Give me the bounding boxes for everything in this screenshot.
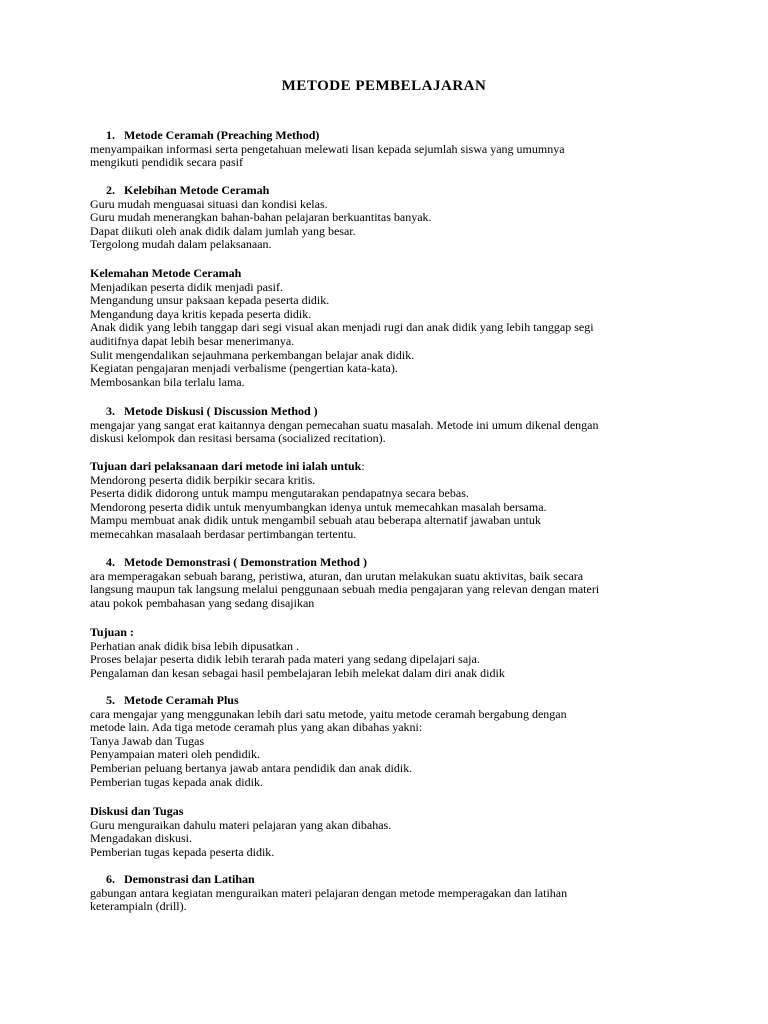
- section-number: 6.: [106, 872, 115, 886]
- section-tujuan-diskusi: [90, 460, 690, 542]
- body-line: menyampaikan informasi serta pengetahuan melewati lisan kepada sejumlah siswa yang umumnya: [90, 141, 565, 156]
- body-line: Kegiatan pengajaran menjadi verbalisme (pengertian kata-kata).: [90, 361, 398, 376]
- section-demonstrasi-dan-latihan: [90, 873, 690, 914]
- section-heading: [89, 184, 690, 198]
- section-kelebihan: [90, 184, 690, 252]
- section-number: 1.: [106, 128, 115, 142]
- body-line: Mengandung unsur paksaan kepada peserta didik.: [90, 293, 330, 308]
- section-heading-text: Metode Ceramah Plus: [124, 693, 239, 707]
- body-line: Menjadikan peserta didik menjadi pasif.: [90, 279, 283, 294]
- body-line: mengikuti pendidik secara pasif: [90, 155, 243, 170]
- section-number: 4.: [106, 555, 115, 569]
- body-line: cara mengajar yang menggunakan lebih dari satu metode, yaitu metode ceramah bergabung dengan: [90, 706, 567, 721]
- section-metode-diskusi: [90, 405, 690, 446]
- section-number: 2.: [106, 183, 115, 197]
- body-line: Mendorong peserta didik berpikir secara kritis.: [90, 472, 316, 487]
- section-heading-text: Demonstrasi dan Latihan: [124, 872, 255, 886]
- body-line: Mengadakan diskusi.: [90, 831, 192, 846]
- section-heading: [89, 556, 690, 570]
- subsection-heading: [90, 460, 690, 474]
- body-line: gabungan antara kegiatan menguraikan materi pelajaran dengan metode memperagakan dan latihan: [90, 885, 568, 900]
- body-line: Mendorong peserta didik untuk menyumbangkan idenya untuk memecahkan masalah bersama.: [90, 499, 547, 514]
- body-line: diskusi kelompok dan resitasi bersama (socialized recitation).: [90, 431, 386, 446]
- section-heading-text: Metode Diskusi ( Discussion Method ): [124, 404, 318, 418]
- body-line: Mampu membuat anak didik untuk mengambil sebuah atau beberapa alternatif jawaban untuk: [90, 513, 541, 528]
- body-line: Tergolong mudah dalam pelaksanaan.: [90, 237, 272, 252]
- body-line: Mengandung daya kritis kepada peserta didik.: [90, 306, 312, 321]
- body-line: Guru mudah menerangkan bahan-bahan pelajaran berkuantitas banyak.: [90, 210, 432, 225]
- body-line: Perhatian anak didik bisa lebih dipusatkan .: [90, 638, 299, 653]
- body-line: langsung maupun tak langsung melalui penggunaan sebuah media pengajaran yang relevan dengan materi: [90, 582, 600, 597]
- body-line: Guru mudah menguasai situasi dan kondisi kelas.: [90, 196, 328, 211]
- subsection-heading: Tujuan :: [90, 625, 134, 639]
- body-line: Penyampaian materi oleh pendidik.: [90, 747, 260, 762]
- body-line: Pemberian peluang bertanya jawab antara pendidik dan anak didik.: [90, 760, 413, 775]
- body-line: Tanya Jawab dan Tugas: [90, 733, 205, 748]
- body-line: memecahkan masalaah berdasar pertimbangan tertentu.: [90, 526, 357, 541]
- body-line: atau pokok pembahasan yang sedang disajikan: [90, 595, 315, 610]
- body-line: Pemberian tugas kepada peserta didik.: [90, 844, 275, 859]
- section-number: 5.: [106, 693, 115, 707]
- section-metode-demonstrasi: [90, 556, 690, 610]
- body-line: auditifnya dapat lebih besar menerimanya.: [90, 333, 295, 348]
- body-line: Proses belajar peserta didik lebih terarah pada materi yang sedang dipelajari saja.: [90, 652, 480, 667]
- section-heading: [89, 694, 690, 708]
- section-metode-ceramah: [90, 129, 690, 170]
- section-metode-ceramah-plus: [90, 694, 690, 789]
- section-heading: [89, 873, 690, 887]
- section-heading-text: Metode Demonstrasi ( Demonstration Method ): [124, 555, 367, 569]
- body-line: Pengalaman dan kesan sebagai hasil pembelajaran lebih melekat dalam diri anak didik: [90, 665, 505, 680]
- heading-suffix: :: [361, 459, 365, 473]
- body-line: metode lain. Ada tiga metode ceramah plus yang akan dibahas yakni:: [90, 720, 423, 735]
- section-diskusi-dan-tugas: [90, 805, 690, 859]
- body-line: keterampialn (drill).: [90, 899, 187, 914]
- section-heading: [89, 129, 690, 143]
- subsection-heading-text: Tujuan dari pelaksanaan dari metode ini ialah untuk: [90, 459, 362, 473]
- body-line: Anak didik yang lebih tanggap dari segi visual akan menjadi rugi dan anak didik yang lebih tanggap segi: [90, 320, 594, 335]
- body-line: Peserta didik didorong untuk mampu mengutarakan pendapatnya secara bebas.: [90, 486, 469, 501]
- subsection-heading: Diskusi dan Tugas: [90, 804, 184, 818]
- body-line: Sulit mengendalikan sejauhmana perkembangan belajar anak didik.: [90, 347, 415, 362]
- section-heading: [89, 405, 690, 419]
- body-line: Membosankan bila terlalu lama.: [90, 374, 245, 389]
- section-kelemahan: [90, 267, 690, 389]
- body-line: Pemberian tugas kepada anak didik.: [90, 774, 263, 789]
- section-number: 3.: [106, 404, 115, 418]
- body-line: mengajar yang sangat erat kaitannya dengan pemecahan suatu masalah. Metode ini umum dikenal dengan: [90, 417, 599, 432]
- subsection-heading: Kelemahan Metode Ceramah: [90, 266, 242, 280]
- body-line: Dapat diikuti oleh anak didik dalam jumlah yang besar.: [90, 223, 356, 238]
- section-heading-text: Metode Ceramah (Preaching Method): [124, 128, 320, 142]
- body-line: ara memperagakan sebuah barang, peristiwa, aturan, dan urutan melakukan suatu aktivitas, baik secara: [90, 568, 584, 583]
- page-title: METODE PEMBELAJARAN: [281, 78, 487, 94]
- body-line: Guru menguraikan dahulu materi pelajaran yang akan dibahas.: [90, 817, 392, 832]
- section-heading-text: Kelebihan Metode Ceramah: [124, 183, 270, 197]
- section-tujuan-demonstrasi: [90, 626, 690, 680]
